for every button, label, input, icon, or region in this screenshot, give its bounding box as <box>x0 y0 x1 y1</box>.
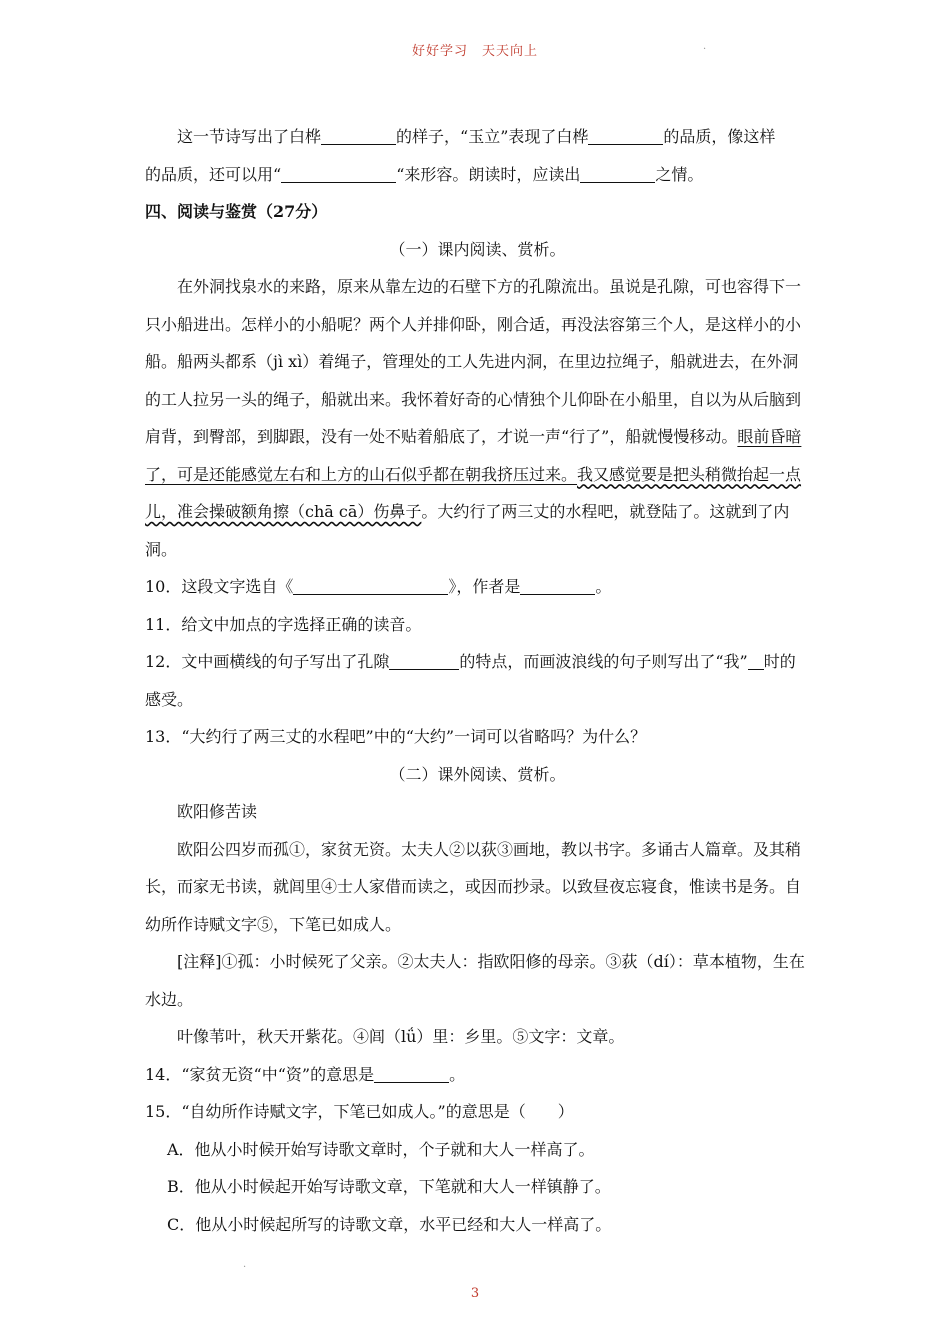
option-c[interactable]: C．他从小时候起所写的诗歌文章，水平已经和大人一样高了。 <box>167 1214 612 1234</box>
answer-blank[interactable] <box>520 576 595 595</box>
answer-blank[interactable] <box>588 126 663 145</box>
story-text: 欧阳公四岁而孤①，家贫无资。太夫人②以荻③画地，教以书字。多诵古人篇章。及其稍长，而家无书读，就闾里④士人家借而读之，或因而抄录。以致昼夜忘寝食，惟读书是务。自幼所作诗赋文字⑤，下笔已如成人。 <box>145 839 802 934</box>
page-header: 好好学习 天天向上 <box>411 44 538 59</box>
answer-blank[interactable] <box>321 126 396 145</box>
question-13: 13．“大约行了两三丈的水程吧”中的“大约”一词可以省略吗？为什么？ <box>145 727 647 746</box>
poem-question: 这一节诗写出了白桦 的样子，“玉立”表现了白桦 的品质，像这样 的品质，还可以用“ “来形容。朗读时，应读出 之情。 <box>145 127 776 184</box>
part1-title: （一）课内阅读、赏析。 <box>389 239 566 259</box>
decorative-dot: · <box>243 1262 247 1273</box>
question-14: 14．“家贫无资“中“资”的意思是 。 <box>145 1064 466 1084</box>
question-15: 15．“自幼所作诗赋文字，下笔已如成人。”的意思是（ ） <box>145 1102 574 1121</box>
annotation-note: [注释]①孤：小时候死了父亲。②太夫人：指欧阳修的母亲。③荻（dí）：草本植物，生在水边。 <box>145 952 805 1009</box>
answer-blank[interactable] <box>580 164 655 183</box>
answer-blank[interactable] <box>389 651 459 670</box>
question-12: 12．文中画横线的句子写出了孔隙 的特点，而画波浪线的句子则写出了“我” 时的感受。 <box>145 652 796 709</box>
section-title: 四、阅读与鉴赏（27分） <box>145 202 328 221</box>
answer-blank[interactable] <box>748 651 764 670</box>
option-b[interactable]: B．他从小时候起开始写诗歌文章，下笔就和大人一样镇静了。 <box>167 1177 611 1196</box>
story-title: 欧阳修苦读 <box>177 802 258 821</box>
option-a[interactable]: A．他从小时候开始写诗歌文章时，个子就和大人一样高了。 <box>167 1139 595 1159</box>
decorative-dot: · <box>703 44 707 55</box>
annotation-note-continued: 叶像苇叶，秋天开紫花。④闾（lǘ）里：乡里。⑤文字：文章。 <box>177 1027 625 1046</box>
document-body <box>145 118 810 1243</box>
page-number: 3 <box>470 1286 480 1301</box>
part2-title: （二）课外阅读、赏析。 <box>389 764 566 784</box>
reading-passage: 在外洞找泉水的来路，原来从靠左边的石壁下方的孔隙流出。虽说是孔隙，可也容得下一只小船进出。怎样小的小船呢？两个人并排仰卧，刚合适，再没法容第三个人，是这样小的小船。船两头都系（jì xì）着绳子，管理处的工人先进内洞，在里边拉绳子，船就进去，在外洞的工人拉另一头的绳子，船就出来。我怀着好奇的心情独个儿仰卧在小船里，自以为从后脑到肩背，到臀部，到脚跟，没有一处不贴着船底了，才说一声“行了”，船就慢慢移动。眼前昏暗了，可是还能感觉左右和上方的山石似乎都在朝我挤压过来。我又感觉要是把头稍微抬起一点儿，准会操破额角擦（chā cā）伤鼻子。大约行了两三丈的水程吧，就登陆了。这就到了内洞。 <box>145 277 802 559</box>
underlined-sentence: 眼前昏暗了，可是还能感觉左右和上方的山石似乎都在朝我挤压过来。 <box>145 427 802 484</box>
answer-blank[interactable] <box>374 1064 449 1083</box>
answer-blank[interactable] <box>293 576 448 595</box>
question-11: 11．给文中加点的字选择正确的读音。 <box>145 614 422 634</box>
answer-blank[interactable] <box>281 164 396 183</box>
question-10: 10．这段文字选自《 》，作者是 。 <box>145 577 612 596</box>
wavy-underlined-sentence: 我又感觉要是把头稍微抬起一点儿，准会操破额角擦（chā cā）伤鼻子 <box>145 464 802 521</box>
